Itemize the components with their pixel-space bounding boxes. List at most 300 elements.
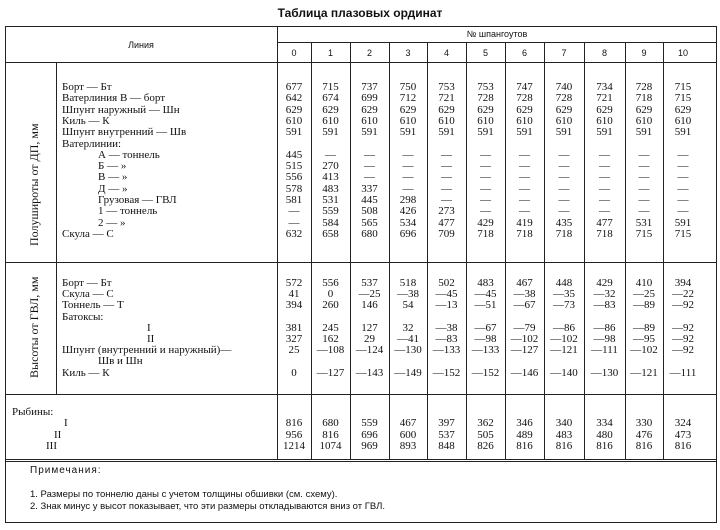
ribband-value: 696 [361, 428, 378, 441]
ribband-value: 362 [477, 417, 494, 429]
row-value: 715 [635, 227, 653, 240]
row-value: —73 [553, 299, 575, 312]
header-frames-title: № шпангоутов [466, 29, 528, 39]
row-value: —38 [513, 288, 536, 301]
row-value: 260 [322, 299, 339, 312]
row-value: 429 [596, 277, 613, 289]
row-value: 629 [555, 103, 573, 116]
row-value: 629 [477, 103, 494, 116]
row-value: — [519, 205, 530, 218]
row-value: —83 [435, 333, 458, 345]
row-value: 721 [438, 92, 455, 105]
row-label: Шпунт (внутренний и наружный)— [62, 344, 232, 357]
row-value: 632 [285, 227, 303, 240]
row-value: 435 [555, 216, 573, 229]
row-value: —92 [672, 344, 694, 357]
row-value: — [638, 160, 650, 173]
row-value: 483 [322, 182, 339, 195]
row-label: Скула — С [62, 288, 114, 301]
row-value: 270 [322, 160, 339, 173]
row-value: —92 [672, 321, 694, 334]
row-value: — [599, 148, 610, 161]
row-value: 591 [438, 126, 455, 139]
row-value: 127 [361, 321, 378, 334]
row-value: — [288, 216, 300, 229]
row-value: — [519, 171, 530, 184]
row-value: —95 [633, 333, 655, 345]
header-frame-number: 1 [327, 48, 333, 58]
row-value: 483 [477, 277, 494, 289]
row-value: — [364, 160, 375, 173]
ribband-value: 816 [635, 440, 653, 452]
row-value: 610 [361, 114, 378, 127]
row-value: 41 [288, 288, 300, 301]
row-value: 556 [285, 171, 303, 184]
row-label: 1 — тоннель [98, 205, 158, 218]
row-value: —102 [550, 333, 578, 345]
row-value: 477 [438, 216, 455, 229]
row-value: —25 [358, 288, 381, 301]
ribband-value: 848 [438, 440, 455, 452]
row-value: 32 [402, 321, 414, 334]
row-value: — [402, 148, 414, 161]
grid-hline [5, 461, 717, 462]
row-value: 581 [285, 194, 303, 206]
row-value: 25 [288, 344, 300, 357]
row-value: —89 [633, 321, 655, 334]
ribband-value: 826 [477, 440, 494, 452]
row-value: 410 [635, 277, 653, 289]
row-value: — [402, 182, 414, 195]
row-value: —45 [435, 288, 458, 301]
group-label-half-breadths: Полуширoты от ДП, мм [27, 123, 41, 246]
row-value: 718 [596, 227, 613, 240]
ribband-value: 480 [596, 428, 613, 441]
ribband-label: II [54, 428, 62, 441]
row-value: 629 [285, 103, 303, 116]
row-value: 610 [516, 114, 533, 127]
row-value: 502 [438, 277, 455, 289]
row-value: 394 [674, 277, 692, 289]
ribband-value: 1214 [283, 440, 305, 452]
row-value: 610 [438, 114, 455, 127]
row-value: —38 [397, 288, 419, 301]
ribband-value: 476 [635, 428, 653, 441]
row-value: — [519, 160, 530, 173]
row-value: —32 [593, 288, 616, 301]
row-value: — [519, 194, 530, 206]
ribband-value: 816 [674, 440, 692, 452]
row-value: 477 [596, 216, 613, 229]
ribband-value: 505 [477, 428, 494, 441]
row-value: — [480, 205, 491, 218]
grid-hline [277, 42, 717, 43]
row-value: 591 [596, 126, 613, 139]
row-value: — [480, 160, 491, 173]
row-value: 718 [635, 92, 653, 105]
ribband-value: 324 [674, 417, 692, 429]
row-value: — [638, 182, 650, 195]
row-value: —149 [394, 366, 422, 379]
row-value: 629 [361, 103, 378, 116]
row-value: — [677, 205, 689, 218]
ribband-value: 1074 [319, 440, 342, 452]
row-label: Киль — К [62, 366, 110, 379]
header-frame-number: 10 [677, 48, 688, 58]
row-value: 629 [635, 103, 653, 116]
row-value: —130 [590, 366, 619, 379]
row-label: II [147, 333, 155, 345]
header-frame-number: 5 [482, 48, 488, 58]
ribband-value: 816 [596, 440, 613, 452]
row-label: Шпунт наружный — Шн [62, 103, 180, 116]
row-value: —133 [432, 344, 461, 357]
row-value: — [677, 171, 689, 184]
row-value: 273 [438, 205, 455, 218]
row-value: —152 [432, 366, 461, 379]
row-value: — [558, 182, 570, 195]
header-frame-number: 2 [366, 48, 372, 58]
row-value: 508 [361, 205, 378, 218]
row-value: 591 [399, 126, 417, 139]
row-value: 445 [285, 148, 303, 161]
row-value: 445 [361, 194, 378, 206]
row-value: — [599, 205, 610, 218]
row-value: — [558, 148, 570, 161]
row-value: 610 [555, 114, 573, 127]
row-value: 610 [285, 114, 303, 127]
row-value: —146 [510, 366, 539, 379]
row-value: 54 [402, 299, 414, 312]
row-value: 709 [438, 227, 455, 240]
ribband-value: 397 [438, 417, 455, 429]
row-value: 572 [285, 277, 303, 289]
row-value: 556 [322, 277, 339, 289]
ribband-value: 340 [555, 417, 573, 429]
row-value: 610 [674, 114, 692, 127]
row-value: 674 [322, 92, 339, 105]
row-label: Батоксы: [62, 310, 104, 323]
row-value: 642 [285, 92, 303, 105]
row-label: Б — » [98, 160, 127, 173]
row-value: 753 [438, 81, 455, 93]
row-label: Шпунт внутренний — Шв [62, 126, 187, 139]
row-value: —143 [355, 366, 384, 379]
row-label: Ватерлиния В — борт [62, 92, 166, 105]
row-value: —121 [630, 366, 658, 379]
row-value: 426 [399, 205, 417, 218]
header-frame-number: 6 [521, 48, 527, 58]
row-value: —140 [550, 366, 578, 379]
row-value: 515 [285, 160, 303, 173]
table-title: Таблица плазовых ординат [277, 6, 443, 20]
header-frame-number: 8 [601, 48, 607, 58]
row-value: 715 [322, 81, 339, 93]
ribbands-label: Рыбины: [12, 406, 54, 418]
row-value: 734 [596, 81, 613, 93]
row-value: 146 [361, 299, 378, 312]
ribband-value: 600 [399, 428, 417, 441]
row-value: 750 [399, 81, 417, 93]
row-value: —124 [355, 344, 384, 357]
row-value: 718 [477, 227, 494, 240]
row-value: 0 [291, 366, 297, 379]
ribband-value: 816 [516, 440, 533, 452]
row-value: —152 [471, 366, 500, 379]
row-value: 413 [322, 171, 339, 184]
row-value: 0 [327, 288, 334, 301]
row-value: 718 [516, 227, 533, 240]
row-value: 747 [516, 81, 533, 93]
row-value: — [325, 148, 336, 161]
row-value: —92 [672, 333, 694, 345]
row-value: 591 [555, 126, 573, 139]
row-value: —92 [672, 299, 694, 312]
row-value: 629 [399, 103, 417, 116]
row-value: —22 [672, 288, 694, 301]
ribband-value: 537 [438, 428, 455, 441]
row-value: 448 [555, 277, 573, 289]
row-value: 728 [555, 92, 573, 105]
row-value: 591 [635, 126, 653, 139]
row-value: — [480, 148, 491, 161]
row-value: —13 [435, 299, 458, 312]
row-value: — [364, 148, 375, 161]
row-value: 591 [516, 126, 533, 139]
row-value: —35 [553, 288, 575, 301]
row-value: 696 [399, 227, 417, 240]
row-value: 591 [674, 216, 692, 229]
row-value: — [519, 182, 530, 195]
row-value: — [677, 160, 689, 173]
row-label: Грузовая — ГВЛ [98, 194, 177, 206]
row-value: 327 [285, 333, 303, 345]
row-value: — [638, 171, 650, 184]
ribband-value: 467 [399, 417, 417, 429]
row-value: —86 [593, 321, 616, 334]
row-value: —98 [474, 333, 497, 345]
row-value: — [677, 182, 689, 195]
ribband-value: 816 [285, 417, 303, 429]
ribband-value: 893 [399, 440, 417, 452]
row-value: — [638, 194, 650, 206]
group-label-heights: Высоты от ГВЛ, мм [27, 276, 41, 378]
row-value: —111 [669, 366, 697, 379]
grid-hline [5, 62, 717, 63]
row-value: — [480, 182, 491, 195]
ribband-value: 969 [361, 440, 378, 452]
row-value: — [402, 160, 414, 173]
row-value: — [441, 194, 452, 206]
row-value: 718 [555, 227, 573, 240]
ribband-value: 483 [555, 428, 573, 441]
row-value: 162 [322, 333, 339, 345]
row-value: — [480, 194, 491, 206]
row-value: 559 [322, 205, 339, 218]
ribband-value: 816 [322, 428, 339, 441]
ribband-value: 956 [285, 428, 303, 441]
row-value: — [638, 148, 650, 161]
header-frame-number: 9 [641, 48, 647, 58]
row-value: 531 [322, 194, 339, 206]
row-value: 610 [635, 114, 653, 127]
row-value: 629 [674, 103, 692, 116]
row-value: 419 [516, 216, 533, 229]
row-value: — [364, 171, 375, 184]
row-label: Борт — Бт [62, 81, 112, 93]
row-value: 715 [674, 81, 692, 93]
row-value: 591 [322, 126, 339, 139]
row-value: 591 [361, 126, 378, 139]
row-value: — [558, 160, 570, 173]
row-value: —41 [397, 333, 419, 345]
row-value: — [441, 148, 452, 161]
row-value: 740 [555, 81, 573, 93]
row-value: 610 [596, 114, 613, 127]
row-value: — [519, 148, 530, 161]
row-label: В — » [98, 171, 128, 184]
row-value: 712 [399, 92, 417, 105]
row-label: А — тоннель [98, 148, 160, 161]
row-value: 699 [361, 92, 378, 105]
ribband-value: 346 [516, 417, 533, 429]
row-value: — [599, 194, 610, 206]
row-value: —108 [316, 344, 345, 357]
row-value: —121 [550, 344, 578, 357]
ribband-value: 334 [596, 417, 613, 429]
row-value: — [558, 194, 570, 206]
header-frame-number: 4 [443, 48, 449, 58]
note-1: 1. Размеры по тоннелю даны с учетом толщины обшивки (см. схему). [30, 489, 338, 500]
row-value: 728 [477, 92, 494, 105]
row-value: — [558, 205, 570, 218]
row-label: Борт — Бт [62, 277, 112, 289]
row-value: 337 [361, 182, 378, 195]
row-value: 610 [477, 114, 494, 127]
row-value: 534 [399, 216, 417, 229]
row-value: — [441, 182, 452, 195]
row-value: —102 [510, 333, 539, 345]
row-value: — [599, 182, 610, 195]
grid-vline [56, 62, 57, 394]
row-value: — [677, 148, 689, 161]
row-value: 298 [399, 194, 417, 206]
row-value: — [288, 205, 300, 218]
row-value: —79 [513, 321, 536, 334]
ribband-label: III [46, 440, 57, 452]
row-value: —25 [633, 288, 655, 301]
row-value: 29 [364, 333, 375, 345]
row-value: — [480, 171, 491, 184]
row-value: — [441, 160, 452, 173]
row-value: 537 [361, 277, 378, 289]
grid-hline [5, 394, 717, 395]
header-line-label: Линия [128, 40, 154, 50]
row-value: 467 [516, 277, 533, 289]
row-value: 610 [399, 114, 417, 127]
row-value: — [638, 205, 650, 218]
row-value: 429 [477, 216, 494, 229]
row-value: —111 [591, 344, 618, 357]
row-value: —127 [316, 366, 345, 379]
row-value: —127 [510, 344, 539, 357]
row-value: —130 [394, 344, 422, 357]
row-value: 394 [285, 299, 303, 312]
ribband-value: 473 [674, 428, 692, 441]
row-value: —98 [593, 333, 616, 345]
row-label: Шв и Шн [98, 355, 143, 368]
row-value: —67 [474, 321, 497, 334]
header-frame-number: 7 [561, 48, 567, 58]
row-label: Д — » [98, 182, 128, 195]
row-value: — [558, 171, 570, 184]
header-frame-number: 3 [405, 48, 411, 58]
row-value: 629 [596, 103, 613, 116]
grid-hline [5, 262, 717, 263]
row-value: 245 [322, 321, 339, 334]
row-value: 591 [285, 126, 303, 139]
row-value: —38 [435, 321, 458, 334]
ribband-value: 330 [635, 417, 653, 429]
row-value: —133 [471, 344, 500, 357]
row-value: — [599, 160, 610, 173]
row-value: 737 [361, 81, 378, 93]
ribband-value: 489 [516, 428, 533, 441]
ribband-value: 559 [361, 417, 378, 429]
row-value: —89 [633, 299, 655, 312]
row-value: 629 [516, 103, 533, 116]
row-value: 715 [674, 227, 692, 240]
row-value: 721 [596, 92, 613, 105]
row-value: —67 [513, 299, 536, 312]
header-frame-number: 0 [291, 48, 297, 58]
row-label: Тоннель — Т [62, 299, 124, 312]
row-value: — [599, 171, 610, 184]
ribband-value: 816 [555, 440, 573, 452]
row-value: 728 [635, 81, 653, 93]
row-value: —102 [630, 344, 658, 357]
row-value: 680 [361, 227, 378, 240]
row-value: —86 [553, 321, 575, 334]
row-value: —51 [474, 299, 497, 312]
row-value: 610 [322, 114, 339, 127]
row-value: —45 [474, 288, 497, 301]
row-value: 658 [322, 227, 339, 240]
row-label: I [147, 321, 151, 334]
row-value: 578 [285, 182, 303, 195]
row-value: 728 [516, 92, 533, 105]
row-value: 753 [477, 81, 494, 93]
row-value: 677 [285, 81, 303, 93]
row-label: Ватерлинии: [62, 137, 122, 150]
row-value: 518 [399, 277, 417, 289]
note-2: 2. Знак минус у высот показывает, что эти размеры откладываются вниз от ГВЛ. [30, 501, 385, 512]
row-value: 629 [438, 103, 455, 116]
row-value: 629 [322, 103, 339, 116]
notes-title: Примечания: [30, 465, 102, 476]
row-label: Скула — С [62, 227, 114, 240]
row-value: 591 [674, 126, 692, 139]
row-value: — [677, 194, 689, 206]
row-value: 715 [674, 92, 692, 105]
row-label: 2 — » [98, 216, 126, 229]
ribband-value: 680 [322, 417, 339, 429]
ribband-label: I [64, 417, 68, 429]
row-value: —83 [593, 299, 616, 312]
row-value: 584 [322, 216, 339, 229]
row-value: — [441, 171, 452, 184]
row-value: — [402, 171, 414, 184]
